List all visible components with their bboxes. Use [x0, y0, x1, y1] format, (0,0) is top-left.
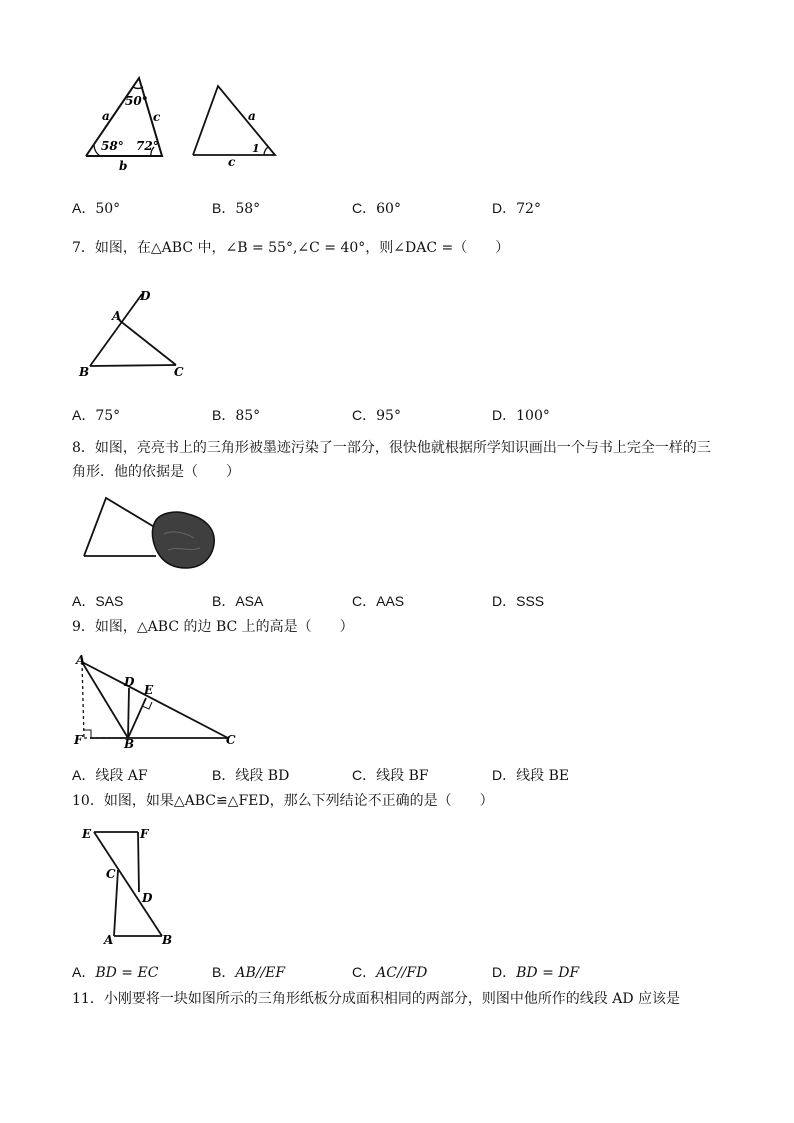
- q8-figure: [76, 494, 222, 576]
- ink-blot-icon: [152, 512, 214, 568]
- q9-label-f: F: [74, 733, 83, 747]
- q10-figure: [78, 822, 178, 948]
- q10-label-b: B: [162, 933, 173, 947]
- q7-label-b: B: [79, 365, 90, 379]
- q9-label-b: B: [124, 737, 135, 748]
- q10-label-c: C: [106, 867, 116, 881]
- q8-option-d[interactable]: D．SSS: [492, 593, 545, 609]
- q7-option-c[interactable]: C．95°: [352, 407, 401, 424]
- q6-right-label-a: a: [248, 109, 256, 123]
- q6-left-top-angle: 50°: [125, 94, 148, 108]
- q10-label-a: A: [104, 933, 114, 947]
- q9-label-d: D: [124, 675, 135, 689]
- q9-label-a: A: [76, 653, 86, 667]
- q9-option-a[interactable]: A．线段 AF: [72, 767, 148, 784]
- q6-option-d[interactable]: D．72°: [492, 200, 541, 217]
- q8-option-c[interactable]: C．AAS: [352, 593, 405, 609]
- q6-left-left-angle: 58°: [101, 139, 124, 153]
- q6-option-b[interactable]: B．58°: [212, 200, 261, 217]
- q10-label-d: D: [142, 891, 153, 905]
- q7-label-d: D: [140, 289, 151, 303]
- q10-option-d[interactable]: D．BD = DF: [492, 964, 580, 981]
- q11-stem: 11．小刚要将一块如图所示的三角形纸板分成面积相同的两部分，则图中他所作的线段 AD 应该是: [72, 991, 681, 1007]
- q10-option-b[interactable]: B．AB//EF: [212, 964, 286, 981]
- q9-option-d[interactable]: D．线段 BE: [492, 767, 570, 784]
- q6-option-c[interactable]: C．60°: [352, 200, 401, 217]
- q9-option-c[interactable]: C．线段 BF: [352, 767, 429, 784]
- q10-label-e: E: [82, 827, 92, 841]
- q9-label-c: C: [226, 733, 236, 747]
- q7-option-d[interactable]: D．100°: [492, 407, 550, 424]
- q8-stem-line2: 角形．他的依据是（ ）: [72, 464, 240, 480]
- q10-label-f: F: [140, 827, 149, 841]
- q6-left-label-a: a: [102, 109, 110, 123]
- q6-figure-left: [80, 72, 170, 172]
- q6-left-label-c: c: [153, 110, 161, 124]
- q9-figure: [72, 648, 244, 748]
- q7-option-b[interactable]: B．85°: [212, 407, 261, 424]
- q8-option-b[interactable]: B．ASA: [212, 593, 264, 609]
- q7-label-c: C: [174, 365, 184, 379]
- q10-stem: 10．如图，如果△ABC≌△FED，那么下列结论不正确的是（ ）: [72, 793, 494, 809]
- q6-right-label-c: c: [228, 155, 236, 169]
- q8-option-a[interactable]: A．SAS: [72, 593, 124, 609]
- q7-option-a[interactable]: A．75°: [72, 407, 121, 424]
- q10-option-a[interactable]: A．BD = EC: [72, 964, 159, 981]
- q10-option-c[interactable]: C．AC//FD: [352, 964, 428, 981]
- q9-option-b[interactable]: B．线段 BD: [212, 767, 290, 784]
- q9-stem: 9．如图，△ABC 的边 BC 上的高是（ ）: [72, 619, 354, 635]
- q6-left-label-b: b: [119, 159, 128, 172]
- q9-label-e: E: [144, 683, 154, 697]
- q7-label-a: A: [112, 309, 122, 323]
- q6-right-angle-1: 1: [252, 142, 260, 155]
- q7-figure: [76, 284, 196, 380]
- q6-option-a[interactable]: A．50°: [72, 200, 121, 217]
- q8-stem-line1: 8．如图，亮亮书上的三角形被墨迹污染了一部分，很快他就根据所学知识画出一个与书上完全一样的三: [72, 440, 711, 456]
- q6-left-right-angle: 72°: [136, 139, 159, 153]
- q7-stem: 7．如图，在△ABC 中，∠B = 55°,∠C = 40°，则∠DAC =（ ）: [72, 240, 510, 256]
- q6-figure-right: [188, 80, 280, 170]
